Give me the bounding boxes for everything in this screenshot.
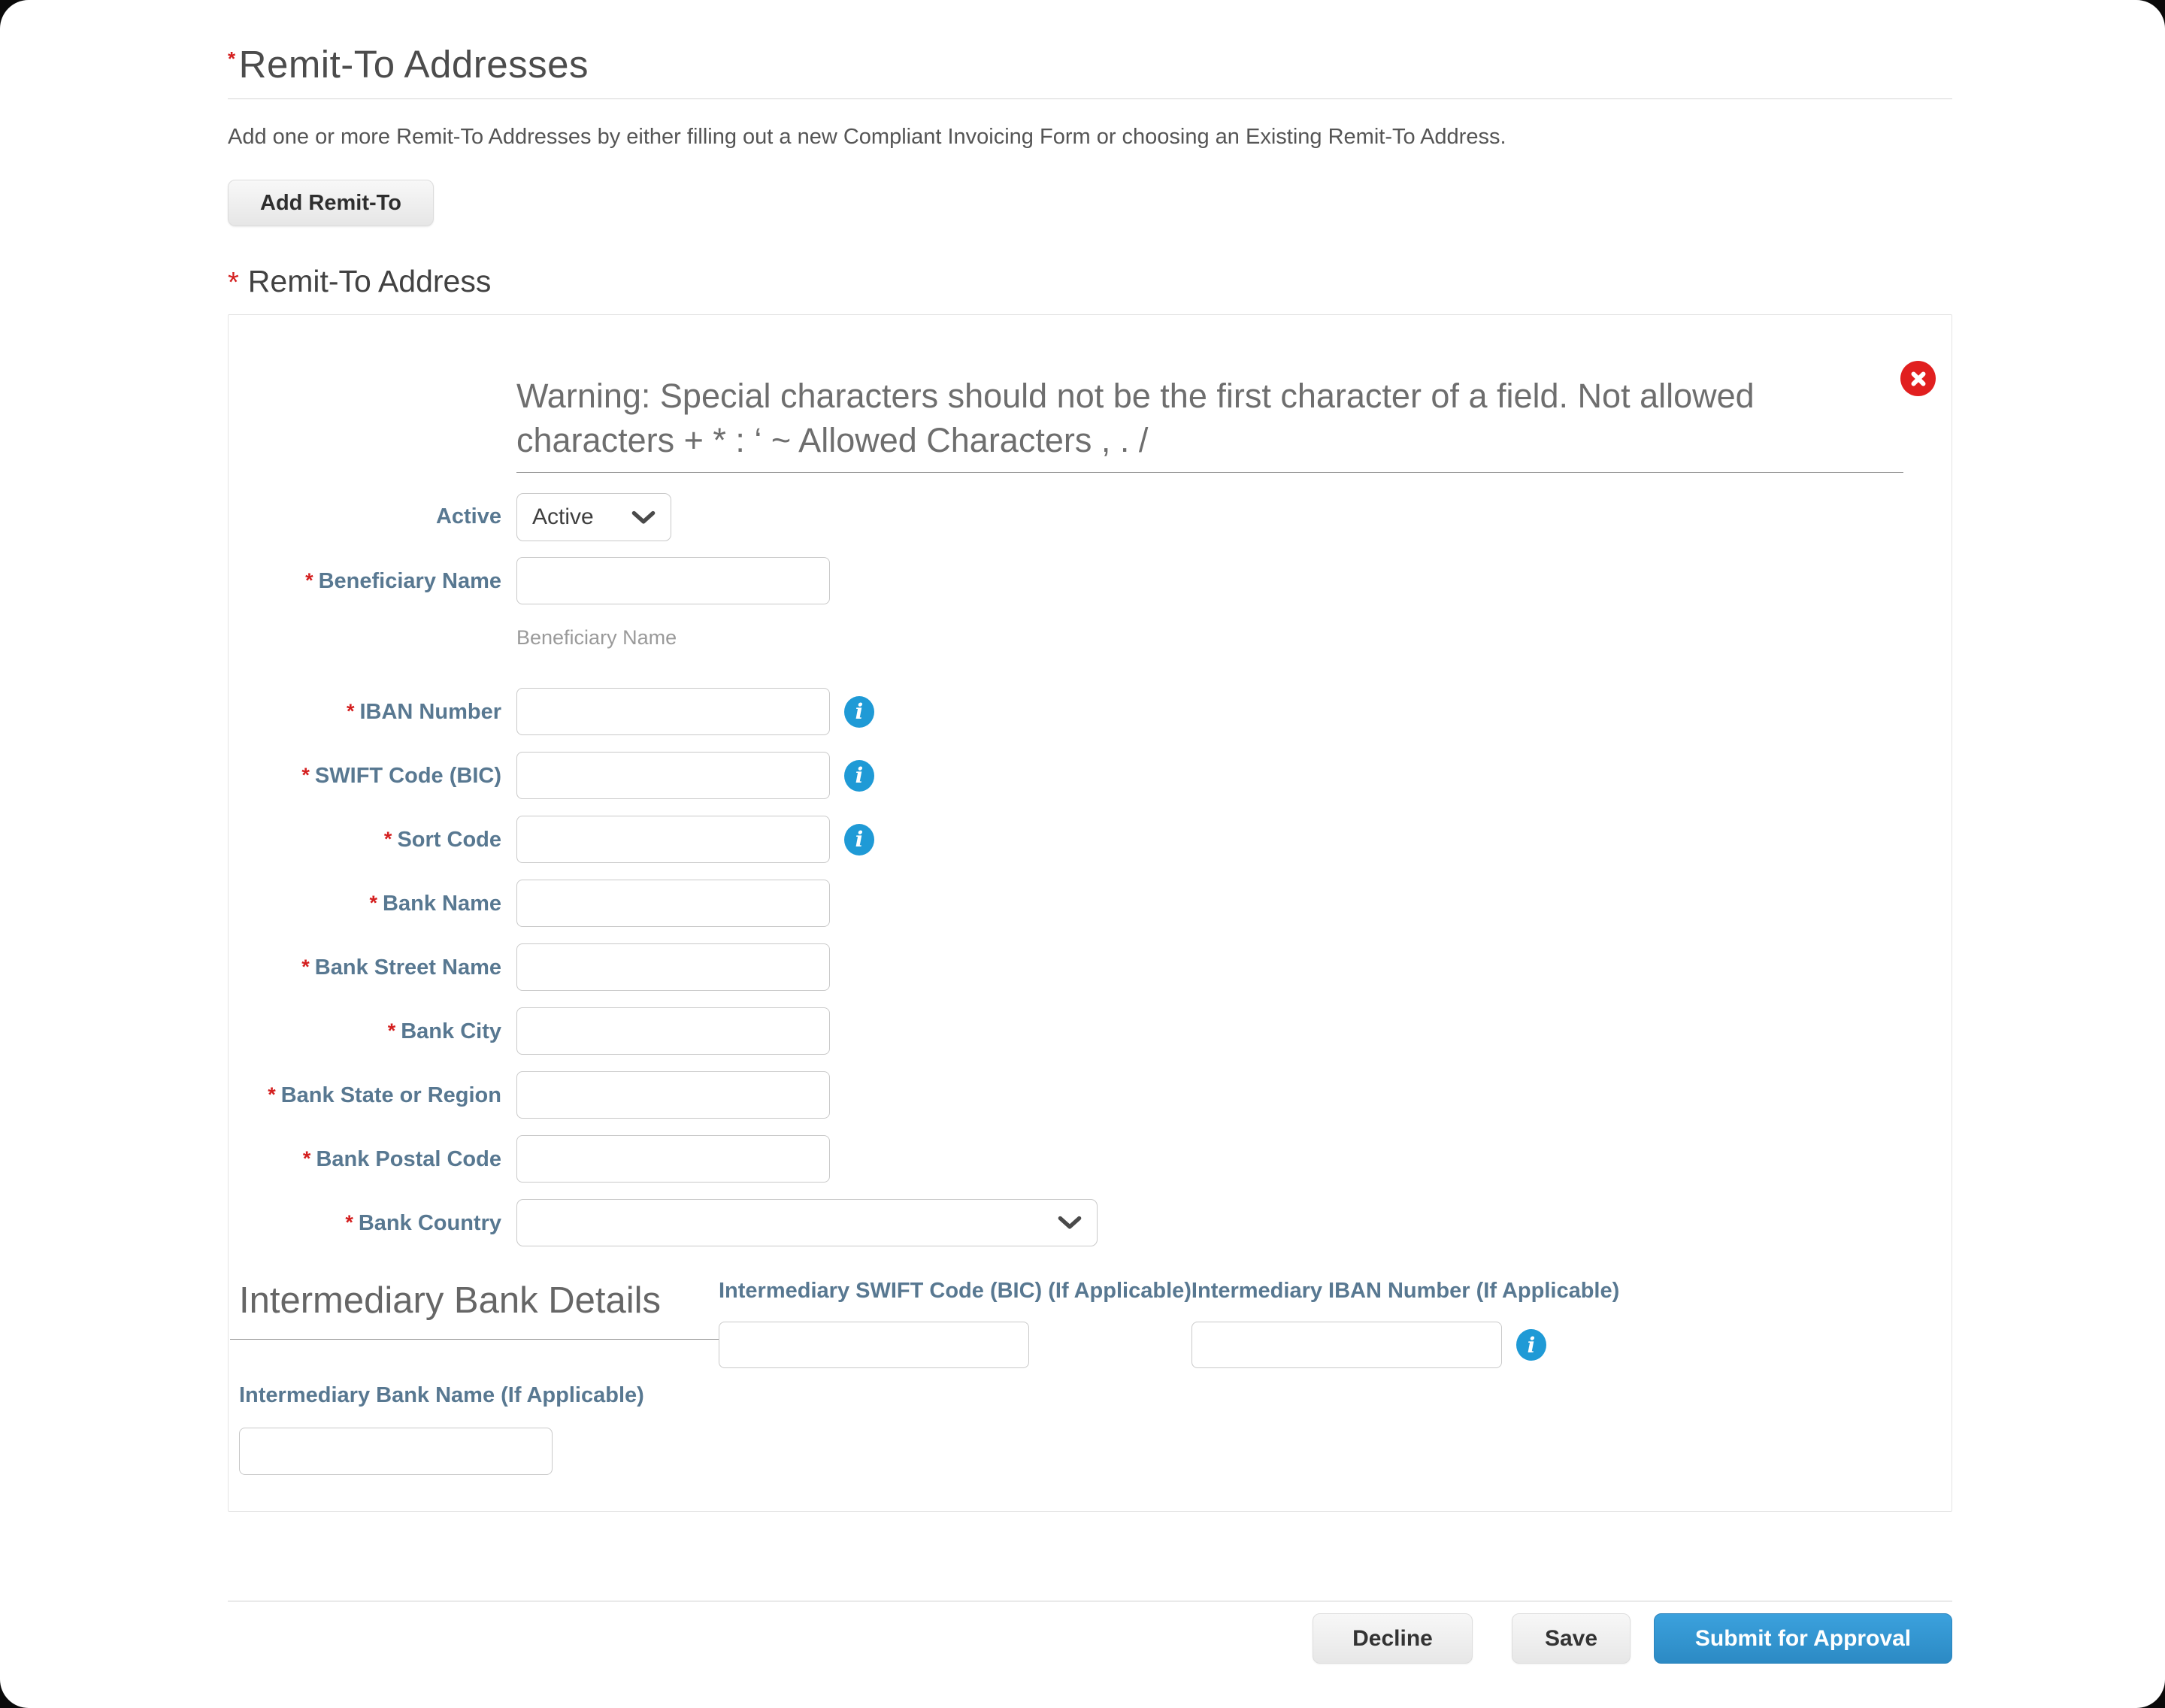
bank-state-input[interactable] bbox=[516, 1071, 830, 1119]
sort-code-input[interactable] bbox=[516, 816, 830, 863]
footer-divider bbox=[228, 1600, 1952, 1602]
submit-for-approval-button[interactable]: Submit for Approval bbox=[1654, 1613, 1952, 1664]
page-title bbox=[228, 42, 1952, 86]
bank-country-select[interactable] bbox=[516, 1199, 1098, 1246]
info-icon[interactable]: i bbox=[844, 824, 874, 856]
info-icon[interactable]: i bbox=[844, 696, 874, 728]
iban-input[interactable] bbox=[516, 688, 830, 735]
required-asterisk: * bbox=[346, 700, 355, 722]
required-asterisk: * bbox=[301, 764, 310, 786]
intermediary-bank-name-group bbox=[239, 1383, 1952, 1475]
page-description: Add one or more Remit-To Addresses by either filling out a new Compliant Invoicing Form or choosing an Existing Remit-To Address. bbox=[228, 125, 1506, 149]
save-button[interactable]: Save bbox=[1512, 1613, 1631, 1664]
intermediary-heading: Intermediary Bank Details bbox=[230, 1279, 719, 1340]
page-header bbox=[228, 0, 1952, 99]
section-title-text: Remit-To Address bbox=[247, 264, 492, 298]
form-row-active bbox=[229, 493, 1952, 541]
active-select-value: Active bbox=[532, 504, 594, 529]
warning-text: Warning: Special characters should not be the first character of a field. Not allowed characters + * : ‘ ~ Allowed Characters , . / bbox=[516, 374, 1903, 473]
bank-country-label: * Bank Country bbox=[345, 1211, 501, 1235]
required-asterisk: * bbox=[387, 1019, 396, 1042]
bank-name-input[interactable] bbox=[516, 880, 830, 927]
required-asterisk: * bbox=[301, 955, 310, 978]
required-asterisk: * bbox=[228, 47, 236, 70]
bank-postal-input[interactable] bbox=[516, 1135, 830, 1183]
intermediary-iban-input[interactable] bbox=[1192, 1322, 1502, 1368]
bank-city-label: * Bank City bbox=[387, 1019, 501, 1043]
active-select[interactable] bbox=[516, 493, 671, 541]
info-icon[interactable]: i bbox=[844, 760, 874, 792]
bank-postal-label: * Bank Postal Code bbox=[302, 1147, 501, 1171]
bank-street-input[interactable] bbox=[516, 943, 830, 991]
page-title-text: Remit-To Addresses bbox=[238, 43, 589, 86]
footer-actions bbox=[228, 1613, 1952, 1664]
intermediary-swift-group bbox=[719, 1279, 1192, 1368]
chevron-down-icon bbox=[1058, 1216, 1082, 1230]
chevron-down-icon bbox=[631, 510, 656, 525]
intermediary-swift-label: Intermediary SWIFT Code (BIC) (If Applicable) bbox=[719, 1279, 1192, 1303]
swift-input[interactable] bbox=[516, 752, 830, 799]
form-row-bank-country bbox=[229, 1199, 1952, 1247]
bank-state-label: * Bank State or Region bbox=[268, 1083, 501, 1107]
intermediary-bank-name-input[interactable] bbox=[239, 1428, 553, 1475]
form-row-beneficiary-name bbox=[229, 557, 1952, 672]
bank-street-label: * Bank Street Name bbox=[301, 955, 501, 980]
iban-label: * IBAN Number bbox=[346, 700, 501, 724]
required-asterisk: * bbox=[228, 267, 239, 298]
form-row-swift bbox=[229, 752, 1952, 800]
beneficiary-name-input[interactable] bbox=[516, 557, 830, 604]
section-header bbox=[228, 264, 1952, 299]
form-row-iban bbox=[229, 688, 1952, 736]
form-row-bank-city bbox=[229, 1007, 1952, 1055]
required-asterisk: * bbox=[305, 569, 313, 592]
bank-city-input[interactable] bbox=[516, 1007, 830, 1055]
form-row-bank-street bbox=[229, 943, 1952, 992]
intermediary-iban-group bbox=[1192, 1279, 1619, 1368]
intermediary-swift-input[interactable] bbox=[719, 1322, 1029, 1368]
active-label: Active bbox=[435, 504, 501, 528]
form-row-sort-code bbox=[229, 816, 1952, 864]
required-asterisk: * bbox=[345, 1211, 353, 1234]
add-remit-to-button[interactable]: Add Remit-To bbox=[228, 180, 434, 226]
form-row-bank-postal bbox=[229, 1135, 1952, 1183]
form-row-bank-state bbox=[229, 1071, 1952, 1119]
remit-to-address-panel bbox=[228, 314, 1952, 1512]
intermediary-bank-name-label: Intermediary Bank Name (If Applicable) bbox=[239, 1383, 644, 1407]
remit-to-form bbox=[229, 493, 1952, 1475]
required-asterisk: * bbox=[268, 1083, 276, 1106]
beneficiary-name-label: * Beneficiary Name bbox=[305, 569, 501, 593]
close-icon[interactable] bbox=[1900, 361, 1936, 396]
decline-button[interactable]: Decline bbox=[1313, 1613, 1473, 1664]
intermediary-bank-section bbox=[230, 1279, 1952, 1368]
info-icon[interactable]: i bbox=[1516, 1329, 1546, 1361]
sort-code-label: * Sort Code bbox=[383, 828, 501, 852]
beneficiary-name-helper-text: Beneficiary Name bbox=[516, 626, 677, 649]
required-asterisk: * bbox=[383, 828, 392, 850]
swift-label: * SWIFT Code (BIC) bbox=[301, 764, 501, 788]
form-row-bank-name bbox=[229, 880, 1952, 928]
required-asterisk: * bbox=[369, 892, 378, 914]
bank-name-label: * Bank Name bbox=[369, 892, 501, 916]
required-asterisk: * bbox=[302, 1147, 311, 1170]
intermediary-iban-label: Intermediary IBAN Number (If Applicable) bbox=[1191, 1279, 1620, 1303]
